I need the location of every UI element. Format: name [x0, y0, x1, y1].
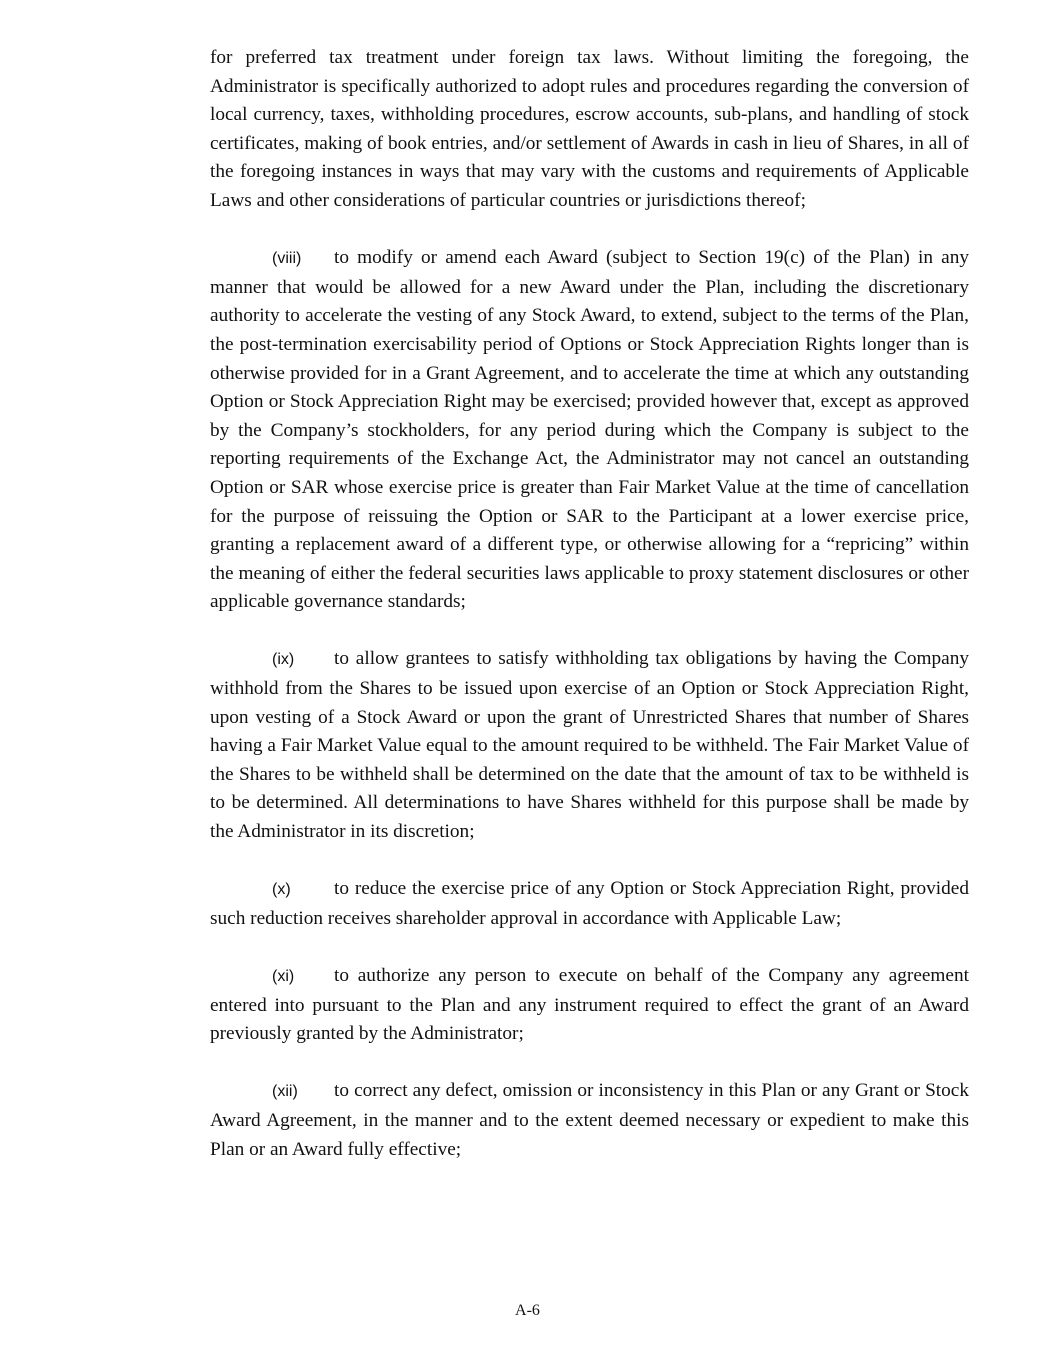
- item-marker: (viii): [272, 250, 302, 268]
- item-marker: (xii): [272, 1083, 298, 1101]
- paragraph-item-xi: [210, 962, 969, 1049]
- paragraph-item-viii: [210, 244, 969, 617]
- paragraph-text: to authorize any person to execute on behalf of the Company any agreement entered into pursuant to the Plan and any instrument required to effect the grant of an Award previously granted by the Administrator;: [210, 965, 969, 1045]
- paragraph-text: to reduce the exercise price of any Option or Stock Appreciation Right, provided such reduction receives shareholder approval in accordance with Applicable Law;: [210, 878, 969, 929]
- paragraph-text: to allow grantees to satisfy withholding tax obligations by having the Company withhold from the Shares to be issued upon exercise of an Option or Stock Appreciation Right, upon vesting of a Stock Award or upon the grant of Unrestricted Shares that number of Shares having a Fair Market Value equal to the amount required to be withheld. The Fair Market Value of the Shares to be withheld shall be determined on the date that the amount of tax to be withheld is to be determined. All determinations to have Shares withheld for this purpose shall be made by the Administrator in its discretion;: [210, 648, 969, 843]
- document-body: [210, 44, 969, 1193]
- page-number: A-6: [515, 1302, 540, 1319]
- paragraph-text: to modify or amend each Award (subject to Section 19(c) of the Plan) in any manner that would be allowed for a new Award under the Plan, including the discretionary authority to accelerate the vesting of any Stock Award, to extend, subject to the terms of the Plan, the post-termination exercisability period of Options or Stock Appreciation Rights longer than is otherwise provided for in a Grant Agreement, and to accelerate the time at which any outstanding Option or Stock Appreciation Right may be exercised; provided however that, except as approved by the Company’s stockholders, for any period during which the Company is subject to the reporting requirements of the Exchange Act, the Administrator may not cancel an outstanding Option or SAR whose exercise price is greater than Fair Market Value at the time of cancellation for the purpose of reissuing the Option or SAR to the Participant at a lower exercise price, granting a replacement award of a different type, or otherwise allowing for a “repricing” within the meaning of either the federal securities laws applicable to proxy statement disclosures or other applicable governance standards;: [210, 247, 969, 613]
- paragraph-continuation: [210, 44, 969, 216]
- item-marker: (ix): [272, 651, 295, 669]
- item-marker: (xi): [272, 968, 295, 985]
- paragraph-text: for preferred tax treatment under foreign tax laws. Without limiting the foregoing, the Administrator is specifically authorized to adopt rules and procedures regarding the conversion of local currency, taxes, withholding procedures, escrow accounts, sub-plans, and handling of stock certificates, making of book entries, and/or settlement of Awards in cash in lieu of Shares, in all of the foregoing instances in ways that may vary with the customs and requirements of Applicable Laws and other considerations of particular countries or jurisdictions thereof;: [210, 47, 969, 211]
- paragraph-item-xii: [210, 1077, 969, 1164]
- paragraph-item-x: [210, 875, 969, 933]
- paragraph-item-ix: [210, 645, 969, 846]
- item-marker: (x): [272, 881, 291, 899]
- paragraph-text: to correct any defect, omission or inconsistency in this Plan or any Grant or Stock Award Agreement, in the manner and to the extent deemed necessary or expedient to make this Plan or an Award fully effective;: [210, 1080, 969, 1160]
